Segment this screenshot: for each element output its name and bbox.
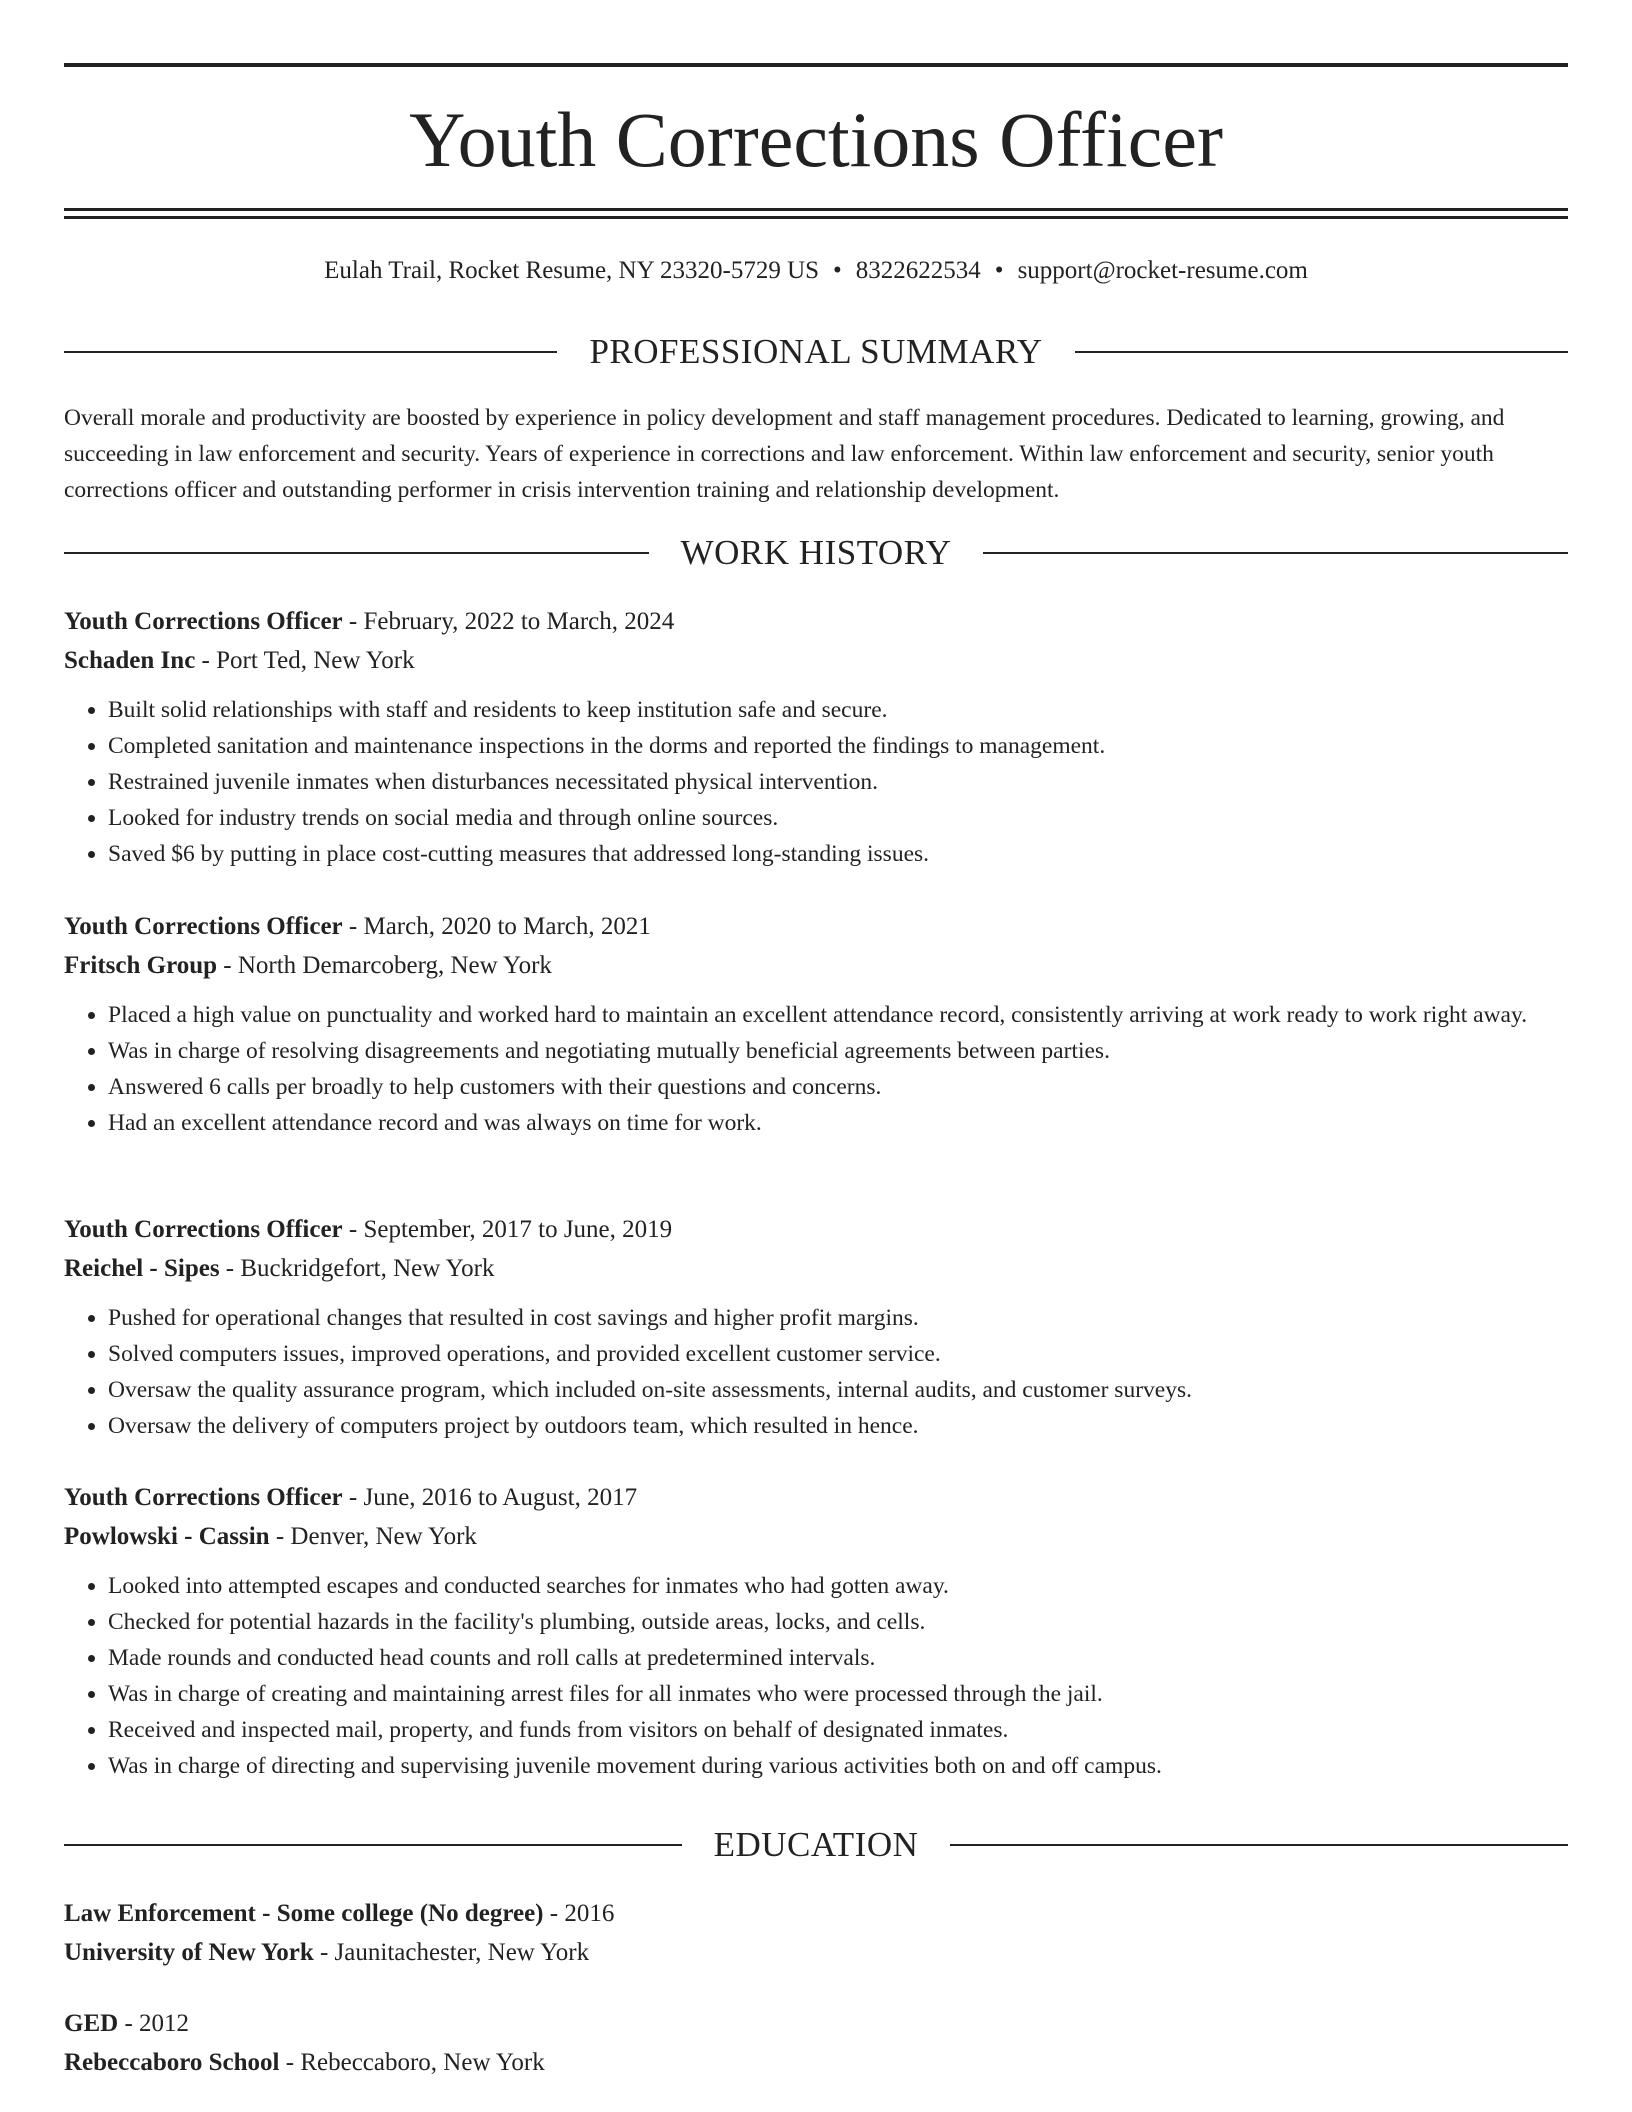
education-location: - Jaunitachester, New York [313,1939,590,1966]
contact-separator: • [994,257,1004,284]
job-entry [64,1210,1568,1444]
job-dates: - June, 2016 to August, 2017 [342,1484,638,1511]
job-title-line [64,1478,1568,1517]
job-company-line [64,1249,1568,1288]
job-title-line [64,1210,1568,1249]
education-degree: Law Enforcement - Some college (No degree) [64,1900,544,1927]
list-item: • Restrained juvenile inmates when disturbances necessitated physical intervention. [108,764,1568,800]
job-title: Youth Corrections Officer [64,913,343,940]
education-school: University of New York [64,1939,314,1966]
list-item: • Built solid relationships with staff and residents to keep institution safe and secure. [108,692,1568,728]
list-item: • Was in charge of resolving disagreements and negotiating mutually beneficial agreements between parties. [108,1033,1568,1069]
job-dates: - September, 2017 to June, 2019 [342,1216,673,1243]
list-item: • Looked into attempted escapes and conducted searches for inmates who had gotten away. [108,1568,1568,1604]
list-item: • Was in charge of directing and supervising juvenile movement during various activities both on and off campus. [108,1748,1568,1784]
heading-label: PROFESSIONAL SUMMARY [589,332,1043,371]
list-item: • Pushed for operational changes that resulted in cost savings and higher profit margins. [108,1300,1568,1336]
contact-separator: • [833,257,842,284]
education-entry [64,2004,1568,2082]
list-item: • Answered 6 calls per broadly to help customers with their questions and concerns. [108,1069,1568,1105]
list-item: • Checked for potential hazards in the facility's plumbing, outside areas, locks, and cells. [108,1604,1568,1640]
list-item: • Made rounds and conducted head counts and roll calls at predetermined intervals. [108,1640,1568,1676]
resume-title: Youth Corrections Officer [409,96,1223,183]
summary-text: Overall morale and productivity are boosted by experience in policy development and staff management procedures. Dedicated to learning, growing, and succeeding in law enforcement and security. Years of experience in corrections and law enforcement. Within law enforcement and security, senior youth corrections officer and outstanding performer in crisis intervention training and relationship development. [64,405,1505,503]
education-school-line [64,1933,1568,1972]
top-rule [64,63,1568,67]
job-company: Powlowski - Cassin [64,1523,270,1550]
list-item: • Had an excellent attendance record and was always on time for work. [108,1105,1568,1141]
job-bullets [64,997,1568,1141]
list-item: • Oversaw the quality assurance program, which included on-site assessments, internal audits, and customer surveys. [108,1372,1568,1408]
section-heading-work [64,531,1568,575]
job-company-line [64,946,1568,985]
job-company: Schaden Inc [64,647,196,674]
heading-rule [983,552,1568,554]
contact-line [64,254,1568,288]
job-title: Youth Corrections Officer [64,1484,343,1511]
job-entry [64,602,1568,872]
heading-label: WORK HISTORY [680,533,952,572]
list-item: • Received and inspected mail, property, and funds from visitors on behalf of designated inmates. [108,1712,1568,1748]
contact-phone: 8322622534 [855,257,981,284]
list-item: • Solved computers issues, improved operations, and provided excellent customer service. [108,1336,1568,1372]
contact-email: support@rocket-resume.com [1017,257,1308,284]
job-company: Fritsch Group [64,952,218,979]
heading-rule [64,552,649,554]
job-title: Youth Corrections Officer [64,1216,343,1243]
heading-rule [950,1844,1568,1846]
title-rule-lower [64,216,1568,219]
job-entry [64,1478,1568,1784]
job-title: Youth Corrections Officer [64,608,343,635]
job-location: - North Demarcoberg, New York [217,952,552,979]
education-location: - Rebeccaboro, New York [279,2049,545,2076]
heading-label: EDUCATION [713,1825,919,1864]
job-location: - Port Ted, New York [195,647,415,674]
job-bullets [64,1300,1568,1444]
education-degree-line [64,1894,1568,1933]
list-item: • Placed a high value on punctuality and worked hard to maintain an excellent attendance record, consistently arriving at work ready to work right away. [108,997,1568,1033]
heading-rule [1075,351,1568,353]
title-rule-upper [64,208,1568,211]
section-heading-summary [64,330,1568,374]
education-year: - 2016 [543,1900,615,1927]
list-item: • Was in charge of creating and maintaining arrest files for all inmates who were processed through the jail. [108,1676,1568,1712]
heading-rule [64,1844,682,1846]
job-dates: - February, 2022 to March, 2024 [342,608,675,635]
list-item: • Looked for industry trends on social media and through online sources. [108,800,1568,836]
job-title-line [64,602,1568,641]
job-company: Reichel - Sipes [64,1255,220,1282]
education-year: - 2012 [118,2010,190,2037]
job-title-line [64,907,1568,946]
job-company-line [64,641,1568,680]
job-company-line [64,1517,1568,1556]
job-entry [64,907,1568,1141]
education-school: Rebeccaboro School [64,2049,280,2076]
education-degree-line [64,2004,1568,2043]
job-location: - Denver, New York [269,1523,477,1550]
list-item: • Saved $6 by putting in place cost-cutting measures that addressed long-standing issues. [108,836,1568,872]
job-location: - Buckridgefort, New York [219,1255,495,1282]
list-item: • Completed sanitation and maintenance inspections in the dorms and reported the findings to management. [108,728,1568,764]
job-bullets [64,692,1568,872]
list-item: • Oversaw the delivery of computers project by outdoors team, which resulted in hence. [108,1408,1568,1444]
section-heading-education [64,1823,1568,1867]
job-bullets [64,1568,1568,1784]
contact-address: Eulah Trail, Rocket Resume, NY 23320-5729 US [324,257,820,284]
heading-rule [64,351,557,353]
education-school-line [64,2043,1568,2082]
education-degree: GED [64,2010,119,2037]
education-entry [64,1894,1568,1972]
job-dates: - March, 2020 to March, 2021 [342,913,651,940]
